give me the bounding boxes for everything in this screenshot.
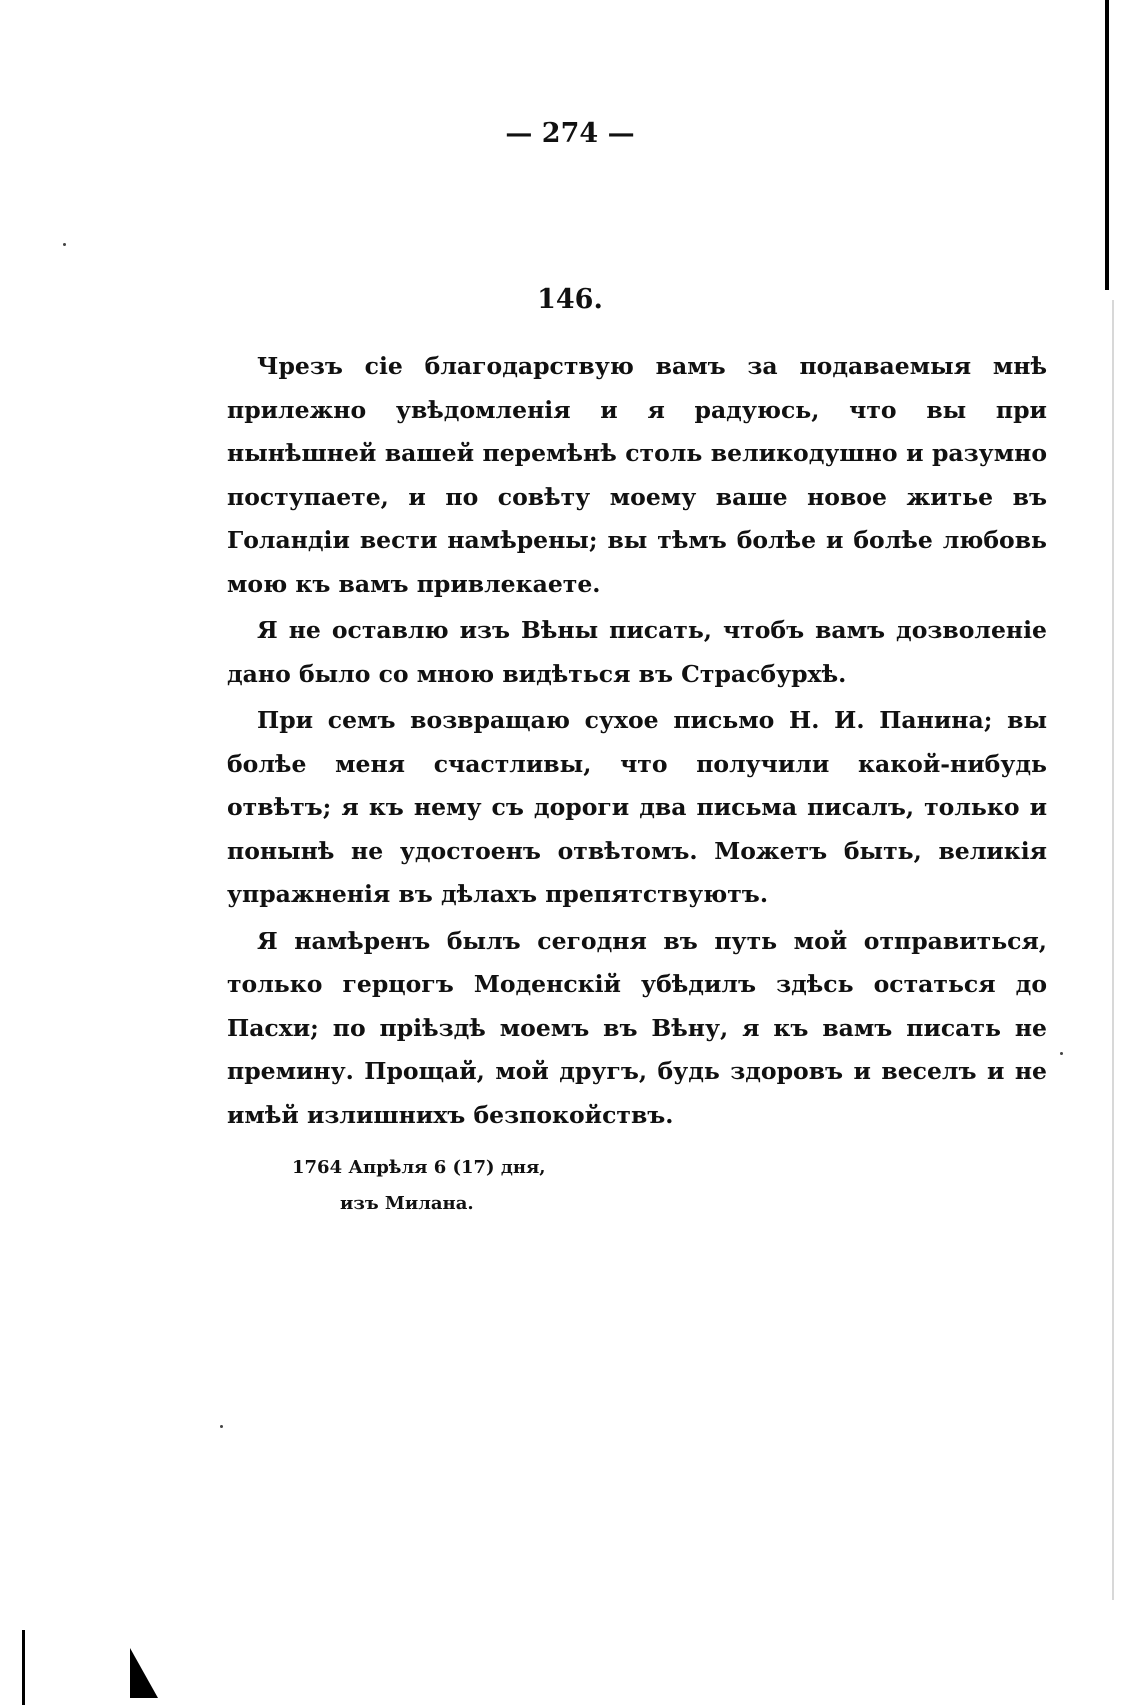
dateline-place: изъ Милана. (340, 1193, 474, 1214)
letter-dateline (292, 1150, 546, 1222)
scan-edge-shadow (1112, 300, 1114, 1600)
dateline-date: 1764 Апрѣля 6 (17) дня, (292, 1157, 546, 1178)
paragraph: Чрезъ сіе благодарствую вамъ за подаваемыя мнѣ прилежно увѣдомленія и я радуюсь, что вы при нынѣшней вашей перемѣнѣ столь великодушно и разумно поступаете, и по совѣту моему ваше новое житье въ Голандіи вести намѣрены; вы тѣмъ болѣе и болѣе любовь мою къ вамъ привлекаете. (227, 352, 1047, 598)
scan-speck (1060, 1052, 1063, 1055)
page-number-header: — 274 — (505, 118, 635, 149)
letter-body (227, 345, 1047, 1140)
scan-speck (63, 243, 66, 246)
scan-corner-mark (130, 1648, 158, 1698)
scan-edge-left (22, 1630, 25, 1705)
paragraph: При семъ возвращаю сухое письмо Н. И. Панина; вы болѣе меня счастливы, что получили какой-нибудь отвѣтъ; я къ нему съ дороги два письма писалъ, только и понынѣ не удостоенъ отвѣтомъ. Можетъ быть, великія упражненія въ дѣлахъ препятствуютъ. (227, 706, 1047, 908)
scan-speck (220, 1425, 223, 1428)
letter-number: 146. (537, 284, 603, 315)
paragraph: Я намѣренъ былъ сегодня въ путь мой отправиться, только герцогъ Моденскій убѣдилъ здѣсь остаться до Пасхи; по пріѣздѣ моемъ въ Вѣну, я къ вамъ писать не премину. Прощай, мой другъ, будь здоровъ и веселъ и не имѣй излишнихъ безпокойствъ. (227, 926, 1047, 1129)
paragraph: Я не оставлю изъ Вѣны писать, чтобъ вамъ дозволеніе дано было со мною видѣться въ Страсбурхѣ. (227, 616, 1047, 688)
